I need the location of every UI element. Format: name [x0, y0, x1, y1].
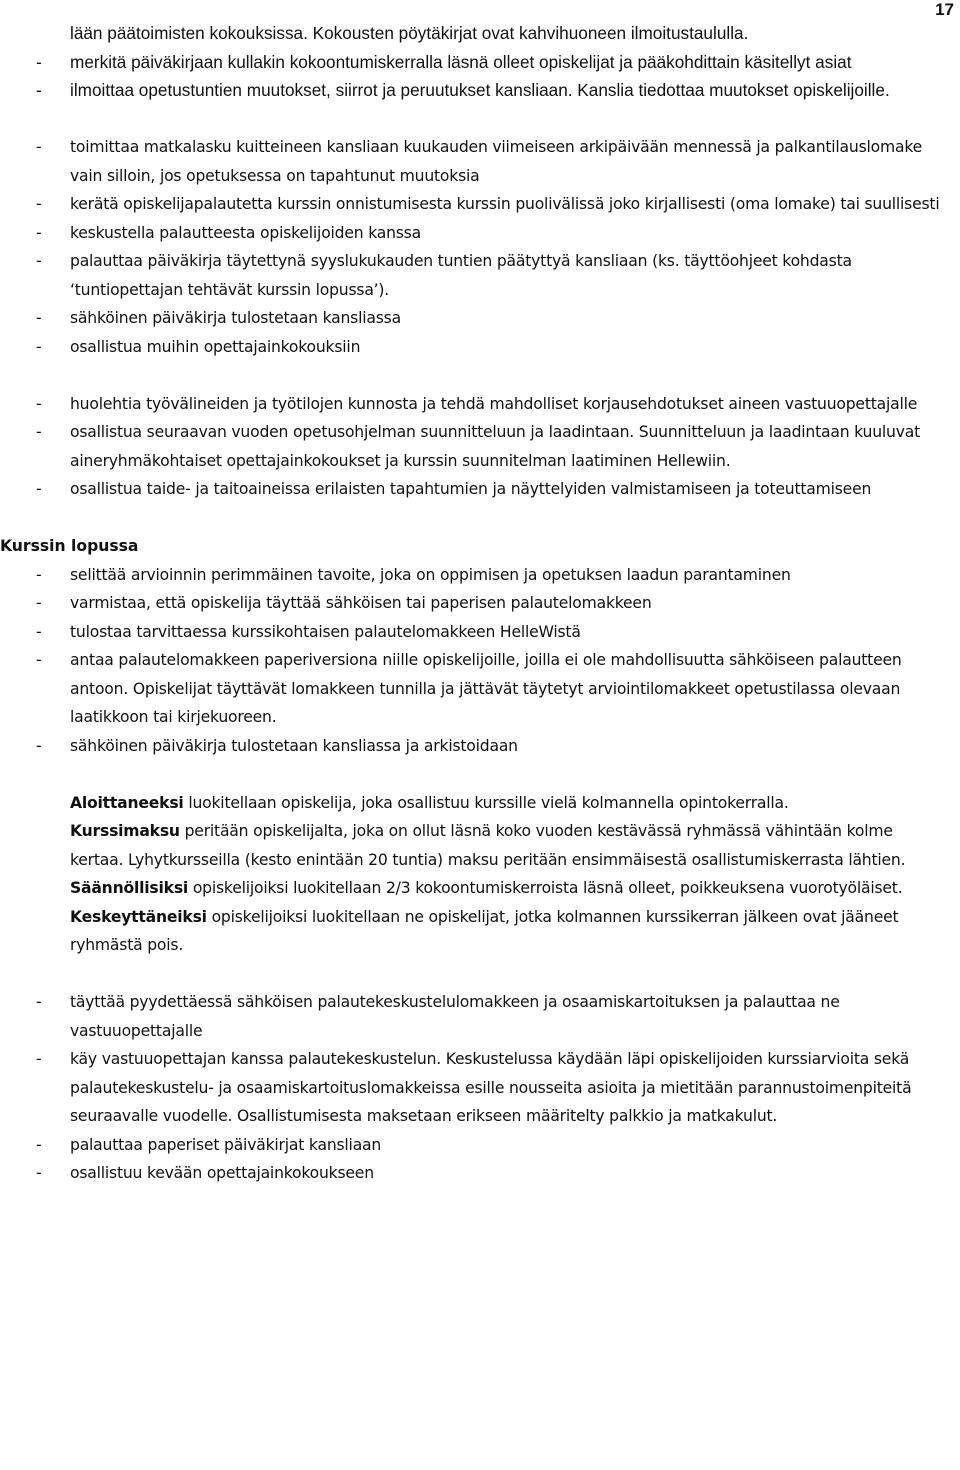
list-item: - toimittaa matkalasku kuitteineen kansliaan kuukauden viimeiseen arkipäivään mennessä ja palkantilauslomake vain silloin, jos opetuksessa on tapahtunut muutoksia [0, 133, 960, 190]
spacer [0, 960, 960, 989]
top-block [0, 19, 960, 105]
list-item: - kerätä opiskelijapalautetta kurssin onnistumisesta kurssin puolivälissä joko kirjallisesti (oma lomake) tai suullisesti [0, 190, 960, 219]
list-dash: - [36, 565, 42, 584]
list-dash: - [36, 594, 42, 612]
list-item: - osallistua seuraavan vuoden opetusohjelman suunnitteluun ja laadintaan. Suunnitteluun ja laadintaan kuuluvat aineryhmäkohtaiset opettajainkokoukset ja kurssin suunnitelman laatiminen Hellewiin. [0, 418, 960, 475]
spacer [0, 504, 960, 533]
list-dash: - [36, 1135, 42, 1154]
definition-term: Aloittaneeksi [70, 793, 184, 812]
list-dash: - [36, 651, 42, 669]
definition-term: Keskeyttäneiksi [70, 907, 207, 926]
spacer [0, 760, 960, 789]
list-item: - keskustella palautteesta opiskelijoiden kanssa [0, 219, 960, 248]
list-item: - merkitä päiväkirjaan kullakin kokoontumiskerralla läsnä olleet opiskelijat ja pääkohdittain käsitellyt asiat [0, 48, 960, 77]
list-dash: - [36, 223, 42, 242]
list-dash: - [36, 1164, 42, 1182]
list-dash: - [36, 51, 42, 72]
section-heading: Kurssin lopussa [0, 537, 139, 555]
list-item: - sähköinen päiväkirja tulostetaan kansliassa [0, 304, 960, 333]
list-item: - täyttää pyydettäessä sähköisen palautekeskustelulomakkeen ja osaamiskartoituksen ja palauttaa ne vastuuopettajalle [0, 988, 960, 1045]
list-dash: - [36, 138, 42, 156]
list-item: - sähköinen päiväkirja tulostetaan kansliassa ja arkistoidaan [0, 732, 960, 761]
duties-list [0, 133, 960, 361]
definition-term: Säännöllisiksi [70, 879, 189, 897]
spring-duties-list [0, 988, 960, 1188]
list-item: - osallistua taide- ja taitoaineissa erilaisten tapahtumien ja näyttelyiden valmistamiseen ja toteuttamiseen [0, 475, 960, 504]
list-dash: - [36, 394, 42, 413]
list-item: - tulostaa tarvittaessa kurssikohtaisen palautelomakkeen HelleWistä [0, 618, 960, 647]
definition-paragraph: Säännöllisiksi opiskelijoiksi luokitellaan 2/3 kokoontumiskerroista läsnä olleet, poikkeuksena vuorotyöläiset. [70, 879, 903, 897]
list-dash: - [36, 736, 42, 755]
definition-term: Kurssimaksu [70, 822, 180, 840]
list-item: - palauttaa päiväkirja täytettynä syyslukukauden tuntien päätyttyä kansliaan (ks. täyttöohjeet kohdasta ‘tuntiopettajan tehtävät kurssin lopussa’). [0, 247, 960, 304]
list-dash: - [36, 309, 42, 327]
document-body [0, 19, 960, 1188]
list-item: - ilmoittaa opetustuntien muutokset, siirrot ja peruutukset kansliaan. Kanslia tiedottaa muutokset opiskelijoille. [0, 76, 960, 105]
list-dash: - [36, 1050, 42, 1068]
list-item: - käy vastuuopettajan kanssa palautekeskustelun. Keskustelussa käydään läpi opiskelijoiden kurssiarvioita sekä palautekeskustelu- ja osaamiskartoituslomakkeissa esille nousseita asioita ja mietitään parannustoimenpiteitä seuraavalle vuodelle. Osallistumisesta maksetaan erikseen määritelty palkkio ja matkakulut. [0, 1045, 960, 1131]
list-item: - palauttaa paperiset päiväkirjat kansliaan [0, 1131, 960, 1160]
definition-paragraph: Keskeyttäneiksi opiskelijoiksi luokitellaan ne opiskelijat, jotka kolmannen kurssikerran jälkeen ovat jääneet ryhmästä pois. [70, 907, 899, 954]
list-dash: - [36, 423, 42, 441]
planning-list [0, 390, 960, 504]
list-dash: - [36, 337, 42, 356]
list-dash: - [36, 622, 42, 641]
definition-paragraph: Aloittaneeksi luokitellaan opiskelija, joka osallistuu kurssille vielä kolmannella opintokerralla. [70, 793, 789, 812]
list-item: - selittää arvioinnin perimmäinen tavoite, joka on oppimisen ja opetuksen laadun parantaminen [0, 561, 960, 590]
list-item: - varmistaa, että opiskelija täyttää sähköisen tai paperisen palautelomakkeen [0, 589, 960, 618]
list-dash: - [36, 480, 42, 498]
spacer [0, 105, 960, 134]
spacer [0, 361, 960, 390]
list-item: - osallistuu kevään opettajainkokoukseen [0, 1159, 960, 1188]
list-dash: - [36, 195, 42, 213]
continuation-text: lään päätoimisten kokouksissa. Kokousten pöytäkirjat ovat kahvihuoneen ilmoitustaululla. [70, 23, 749, 43]
list-item: - huolehtia työvälineiden ja työtilojen kunnosta ja tehdä mahdolliset korjausehdotukset aineen vastuuopettajalle [0, 390, 960, 419]
definitions [0, 789, 960, 960]
list-item: - antaa palautelomakkeen paperiversiona niille opiskelijoille, joilla ei ole mahdollisuutta sähköiseen palautteen antoon. Opiskelijat täyttävät lomakkeen tunnilla ja jättävät täytetyt arviointilomakkeet opetustilassa olevaan laatikkoon tai kirjekuoreen. [0, 646, 960, 732]
page-number: 17 [935, 0, 954, 19]
list-dash: - [36, 993, 42, 1011]
list-dash: - [36, 80, 42, 100]
course-end-list [0, 561, 960, 761]
definition-paragraph: Kurssimaksu peritään opiskelijalta, joka on ollut läsnä koko vuoden kestävässä ryhmässä vähintään kolme kertaa. Lyhytkursseilla (kesto enintään 20 tuntia) maksu peritään ensimmäisestä osallistumiskerrasta lähtien. [70, 822, 906, 869]
list-dash: - [36, 252, 42, 270]
list-item: - osallistua muihin opettajainkokouksiin [0, 333, 960, 362]
